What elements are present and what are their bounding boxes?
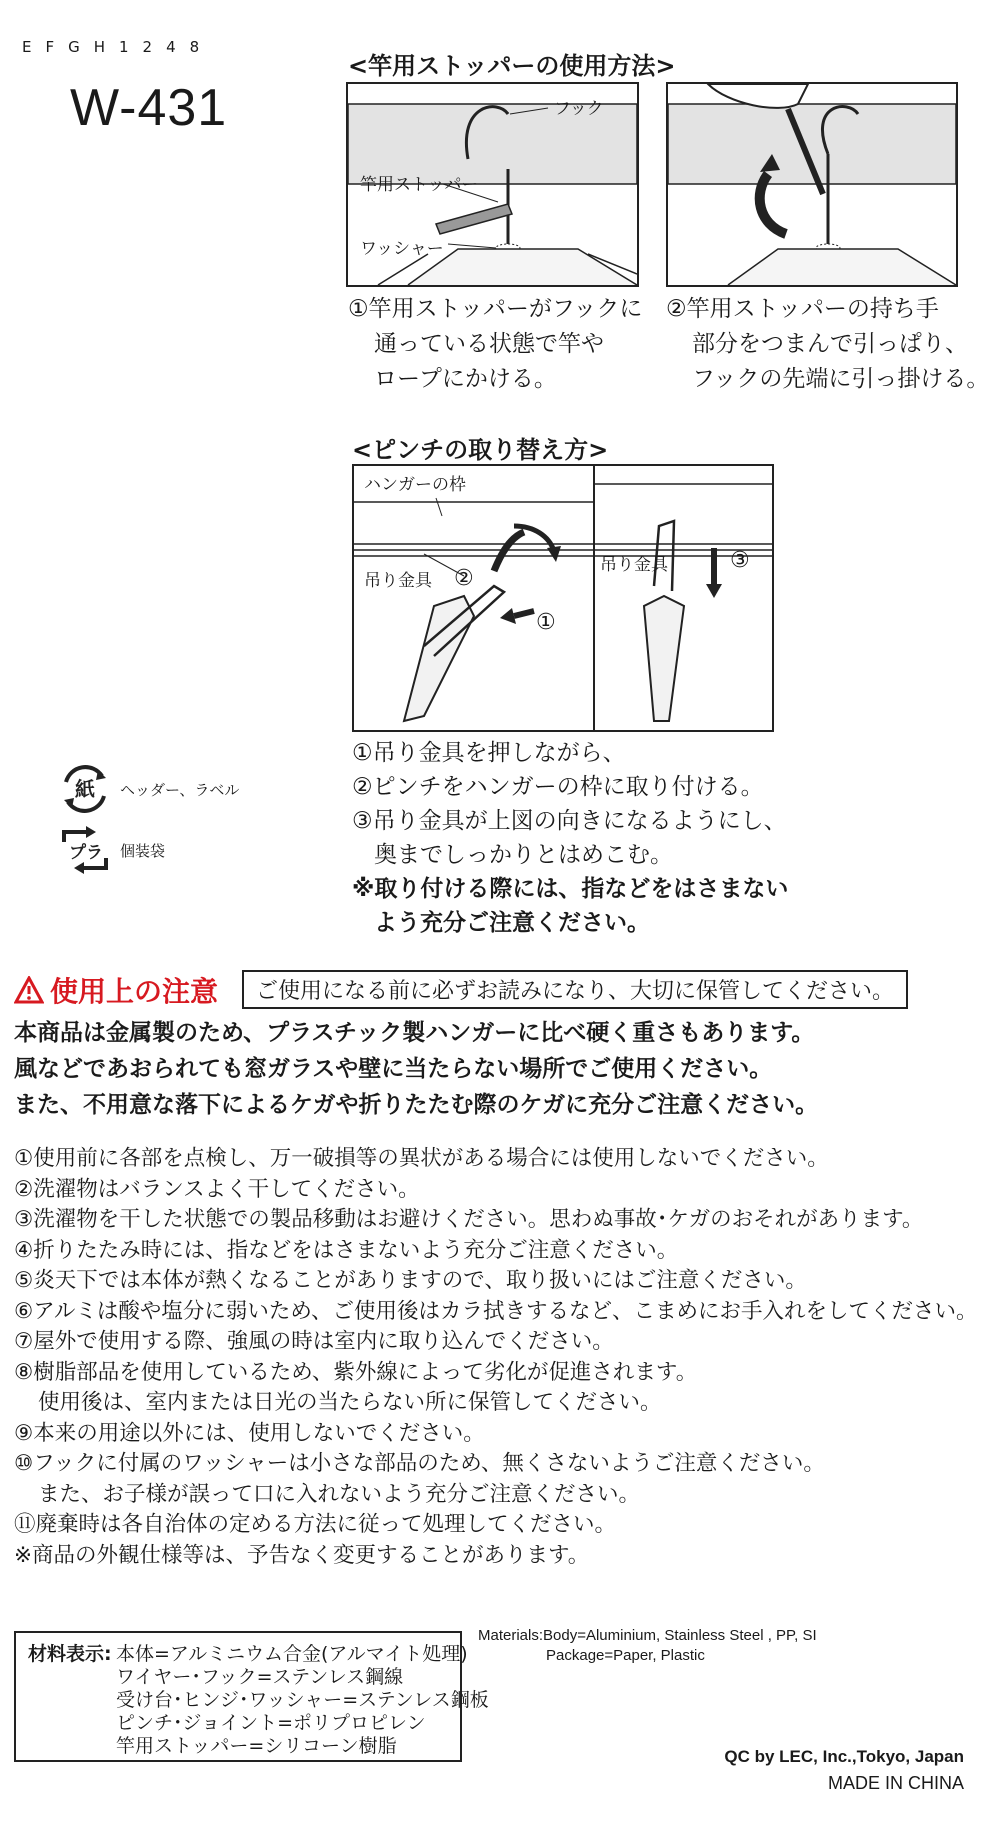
stopper-step-1: [348, 292, 642, 397]
country-of-origin: MADE IN CHINA: [827, 1773, 964, 1793]
caution-item: ⑪廃棄時は各自治体の定める方法に従って処理してください。: [14, 1512, 617, 1537]
stopper-illustration-2: [668, 84, 956, 285]
pinch-illustration: [354, 466, 772, 730]
frame-label: ハンガーの枠: [364, 475, 466, 495]
caution-lead-line-1: 本商品は金属製のため、プラスチック製ハンガーに比べ硬く重さもあります。: [14, 1020, 815, 1046]
warning-triangle-icon: [14, 976, 44, 1004]
caution-item: ⑦屋外で使用する際、強風の時は室内に取り込んでください。: [14, 1329, 614, 1354]
materials-english-line-1: Materials:Body=Aluminium, Stainless Steel , PP, SI: [478, 1627, 817, 1644]
pinch-note-line-1: ※取り付ける際には、指などをはさまない: [352, 876, 789, 902]
caution-lead: [14, 1015, 818, 1123]
stopper-section-title: <竿用ストッパーの使用方法>: [348, 52, 676, 80]
caution-title: [14, 970, 218, 1010]
pinch-note-line-2: よう充分ご注意ください。: [374, 910, 650, 936]
pinch-section-title: <ピンチの取り替え方>: [352, 436, 609, 464]
fitting-label-right: 吊り金具: [600, 555, 668, 575]
caution-items: [14, 1144, 978, 1571]
materials-values: [116, 1643, 489, 1758]
caution-item: ⑩フックに付属のワッシャーは小さな部品のため、無くさないようご注意ください。: [14, 1451, 825, 1476]
caution-item-note: ※商品の外観仕様等は、予告なく変更することがあります。: [14, 1542, 590, 1568]
stopper-label: 竿用ストッパー: [360, 175, 479, 195]
marker-1: ①: [536, 610, 556, 635]
paper-recycle-mark: [58, 762, 239, 816]
stopper-step-1-line-1: ①竿用ストッパーがフックに: [348, 296, 643, 322]
materials-label: 材料表示:: [28, 1643, 112, 1665]
caution-item-cont: また、お子様が誤って口に入れないよう充分ご注意ください。: [38, 1481, 641, 1507]
material-item: 本体=アルミニウム合金(アルマイト処理): [116, 1643, 468, 1665]
pinch-steps: [352, 736, 788, 940]
caution-item: ①使用前に各部を点検し、万一破損等の異状がある場合には使用しないでください。: [14, 1146, 829, 1171]
caution-item: ④折りたたみ時には、指などをはさまないよう充分ご注意ください。: [14, 1237, 679, 1263]
fitting-label-left: 吊り金具: [364, 571, 432, 591]
qc-credit: QC by LEC, Inc.,Tokyo, Japan: [724, 1747, 964, 1766]
pinch-step-1: ①吊り金具を押しながら、: [352, 740, 626, 766]
pinch-figure: [352, 464, 774, 732]
pinch-step-2: ②ピンチをハンガーの枠に取り付ける。: [352, 774, 764, 800]
paper-recycle-icon: [58, 762, 112, 816]
caution-item: ②洗濯物はバランスよく干してください。: [14, 1176, 420, 1202]
caution-title-text: 使用上の注意: [50, 975, 219, 1008]
model-number: W-431: [70, 79, 228, 137]
stopper-step-2-line-3: フックの先端に引っ掛ける。: [692, 366, 990, 392]
caution-item: ⑤炎天下では本体が熱くなることがありますので、取り扱いにはご注意ください。: [14, 1268, 807, 1293]
paper-recycle-text: ヘッダー、ラベル: [120, 780, 240, 799]
caution-item: ⑥アルミは酸や塩分に弱いため、ご使用後はカラ拭きするなど、こまめにお手入れをしてください。: [14, 1298, 978, 1324]
caution-item: ⑧樹脂部品を使用しているため、紫外線によって劣化が促進されます。: [14, 1359, 698, 1385]
caution-boxed-note: ご使用になる前に必ずお読みになり、大切に保管してください。: [242, 970, 908, 1009]
svg-text:紙: 紙: [75, 777, 95, 801]
materials-english: [478, 1626, 817, 1666]
stopper-step-1-line-3: ロープにかける。: [374, 366, 557, 392]
material-item: 竿用ストッパー=シリコーン樹脂: [116, 1735, 397, 1757]
stopper-step-2-line-1: ②竿用ストッパーの持ち手: [666, 296, 939, 322]
product-code: EFGH1248: [22, 38, 214, 56]
materials-english-line-2: Package=Paper, Plastic: [546, 1647, 705, 1664]
caution-item-cont: 使用後は、室内または日光の当たらない所に保管してください。: [38, 1390, 662, 1415]
plastic-recycle-icon: [58, 826, 112, 874]
material-item: ピンチ･ジョイント=ポリプロピレン: [116, 1712, 426, 1734]
material-item: 受け台･ヒンジ･ワッシャー=ステンレス鋼板: [116, 1689, 489, 1711]
pinch-step-3-cont: 奥までしっかりとはめこむ。: [374, 842, 673, 868]
hook-label: フック: [554, 99, 604, 119]
washer-label: ワッシャー: [360, 239, 444, 259]
stopper-step-1-line-2: 通っている状態で竿や: [374, 331, 604, 357]
caution-lead-line-2: 風などであおられても窓ガラスや壁に当たらない場所でご使用ください。: [14, 1056, 773, 1082]
caution-item: ③洗濯物を干した状態での製品移動はお避けください。思わぬ事故･ケガのおそれがあります。: [14, 1207, 924, 1232]
caution-item: ⑨本来の用途以外には、使用しないでください。: [14, 1420, 485, 1446]
svg-text:プラ: プラ: [69, 843, 103, 863]
stopper-step-2: [666, 292, 989, 397]
pinch-step-3: ③吊り金具が上図の向きになるようにし、: [352, 808, 787, 834]
stopper-figure-1: [346, 82, 639, 287]
materials-box: [14, 1631, 489, 1762]
stopper-step-2-line-2: 部分をつまんで引っぱり、: [692, 331, 968, 357]
caution-lead-line-3: また、不用意な落下によるケガや折りたたむ際のケガに充分ご注意ください。: [14, 1092, 819, 1118]
plastic-recycle-mark: [58, 826, 165, 874]
marker-3: ③: [730, 548, 750, 573]
stopper-figure-2: [666, 82, 958, 287]
material-item: ワイヤー･フック=ステンレス鋼線: [116, 1666, 404, 1688]
plastic-recycle-text: 個装袋: [120, 841, 166, 860]
marker-2: ②: [454, 566, 474, 591]
